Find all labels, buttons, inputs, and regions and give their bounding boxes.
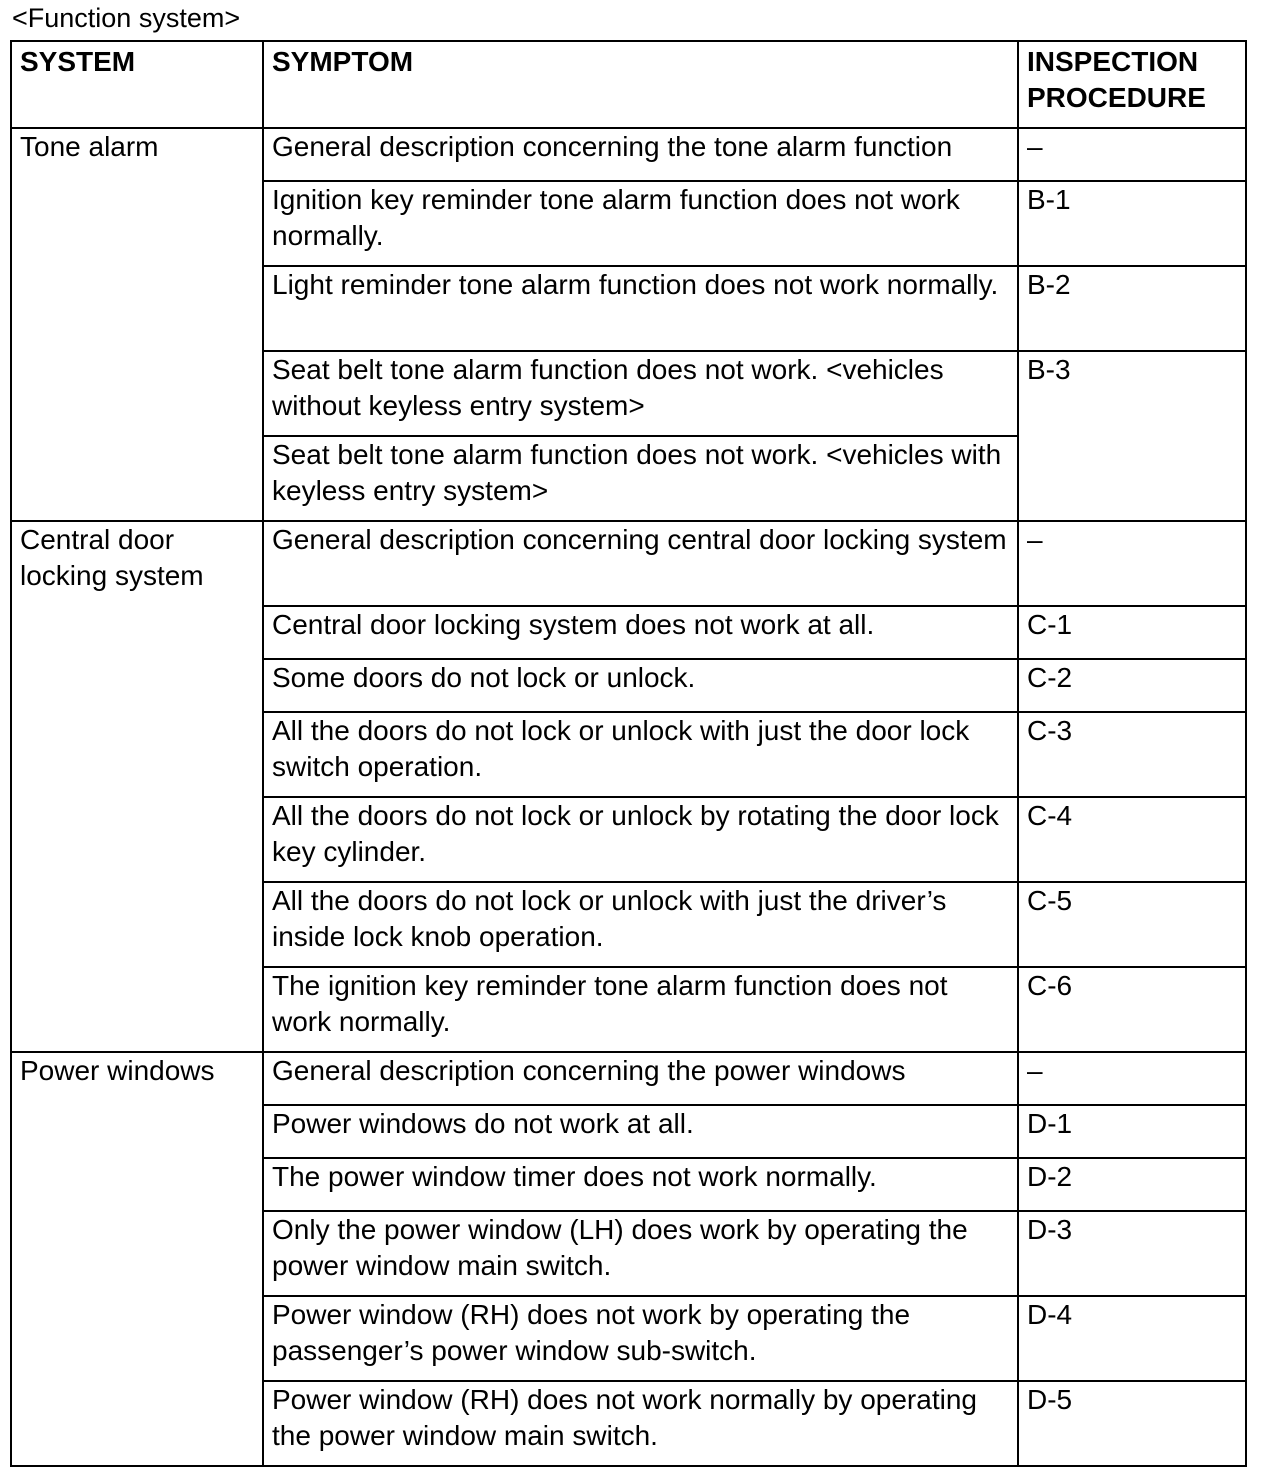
symptom-cell: Central door locking system does not work at all. [263, 606, 1018, 659]
header-procedure-line1: INSPECTION [1027, 46, 1199, 77]
symptom-cell: Some doors do not lock or unlock. [263, 659, 1018, 712]
symptom-cell: Ignition key reminder tone alarm function does not work normally. [263, 181, 1018, 266]
procedure-cell: C-3 [1018, 712, 1246, 797]
table-row [11, 128, 1246, 181]
symptom-cell: General description concerning the tone alarm function [263, 128, 1018, 181]
header-symptom: SYMPTOM [263, 41, 1018, 128]
procedure-cell: D-3 [1018, 1211, 1246, 1296]
procedure-cell: C-1 [1018, 606, 1246, 659]
procedure-cell: C-2 [1018, 659, 1246, 712]
symptom-cell: The ignition key reminder tone alarm function does not work normally. [263, 967, 1018, 1052]
procedure-cell: B-3 [1018, 351, 1246, 521]
procedure-cell: – [1018, 128, 1246, 181]
table-caption: <Function system> [12, 3, 241, 33]
procedure-cell: – [1018, 521, 1246, 606]
system-cell: Central door locking system [11, 521, 263, 1052]
procedure-cell: B-2 [1018, 266, 1246, 351]
symptom-cell: General description concerning the power windows [263, 1052, 1018, 1105]
symptom-cell: Power window (RH) does not work by operating the passenger’s power window sub-switch. [263, 1296, 1018, 1381]
procedure-cell: D-5 [1018, 1381, 1246, 1466]
system-cell: Tone alarm [11, 128, 263, 521]
procedure-cell: C-5 [1018, 882, 1246, 967]
symptom-cell: Power window (RH) does not work normally by operating the power window main switch. [263, 1381, 1018, 1466]
symptom-cell: All the doors do not lock or unlock by rotating the door lock key cylinder. [263, 797, 1018, 882]
symptom-cell: Light reminder tone alarm function does not work normally. [263, 266, 1018, 351]
header-row [11, 41, 1246, 128]
procedure-cell: – [1018, 1052, 1246, 1105]
procedure-cell: D-2 [1018, 1158, 1246, 1211]
procedure-cell: D-1 [1018, 1105, 1246, 1158]
procedure-cell: B-1 [1018, 181, 1246, 266]
symptom-cell: Seat belt tone alarm function does not work. <vehicles without keyless entry system> [263, 351, 1018, 436]
symptom-cell: The power window timer does not work normally. [263, 1158, 1018, 1211]
header-inspection-procedure [1018, 41, 1246, 128]
symptom-cell: All the doors do not lock or unlock with just the driver’s inside lock knob operation. [263, 882, 1018, 967]
header-procedure-line2: PROCEDURE [1027, 82, 1206, 113]
table-row [11, 1052, 1246, 1105]
procedure-cell: C-4 [1018, 797, 1246, 882]
symptom-cell: Only the power window (LH) does work by operating the power window main switch. [263, 1211, 1018, 1296]
symptom-cell: General description concerning central door locking system [263, 521, 1018, 606]
procedure-cell: C-6 [1018, 967, 1246, 1052]
function-system-table [10, 40, 1247, 1467]
symptom-cell: Seat belt tone alarm function does not work. <vehicles with keyless entry system> [263, 436, 1018, 521]
system-cell: Power windows [11, 1052, 263, 1466]
symptom-cell: Power windows do not work at all. [263, 1105, 1018, 1158]
procedure-cell: D-4 [1018, 1296, 1246, 1381]
header-system: SYSTEM [11, 41, 263, 128]
symptom-cell: All the doors do not lock or unlock with just the door lock switch operation. [263, 712, 1018, 797]
table-row [11, 521, 1246, 606]
